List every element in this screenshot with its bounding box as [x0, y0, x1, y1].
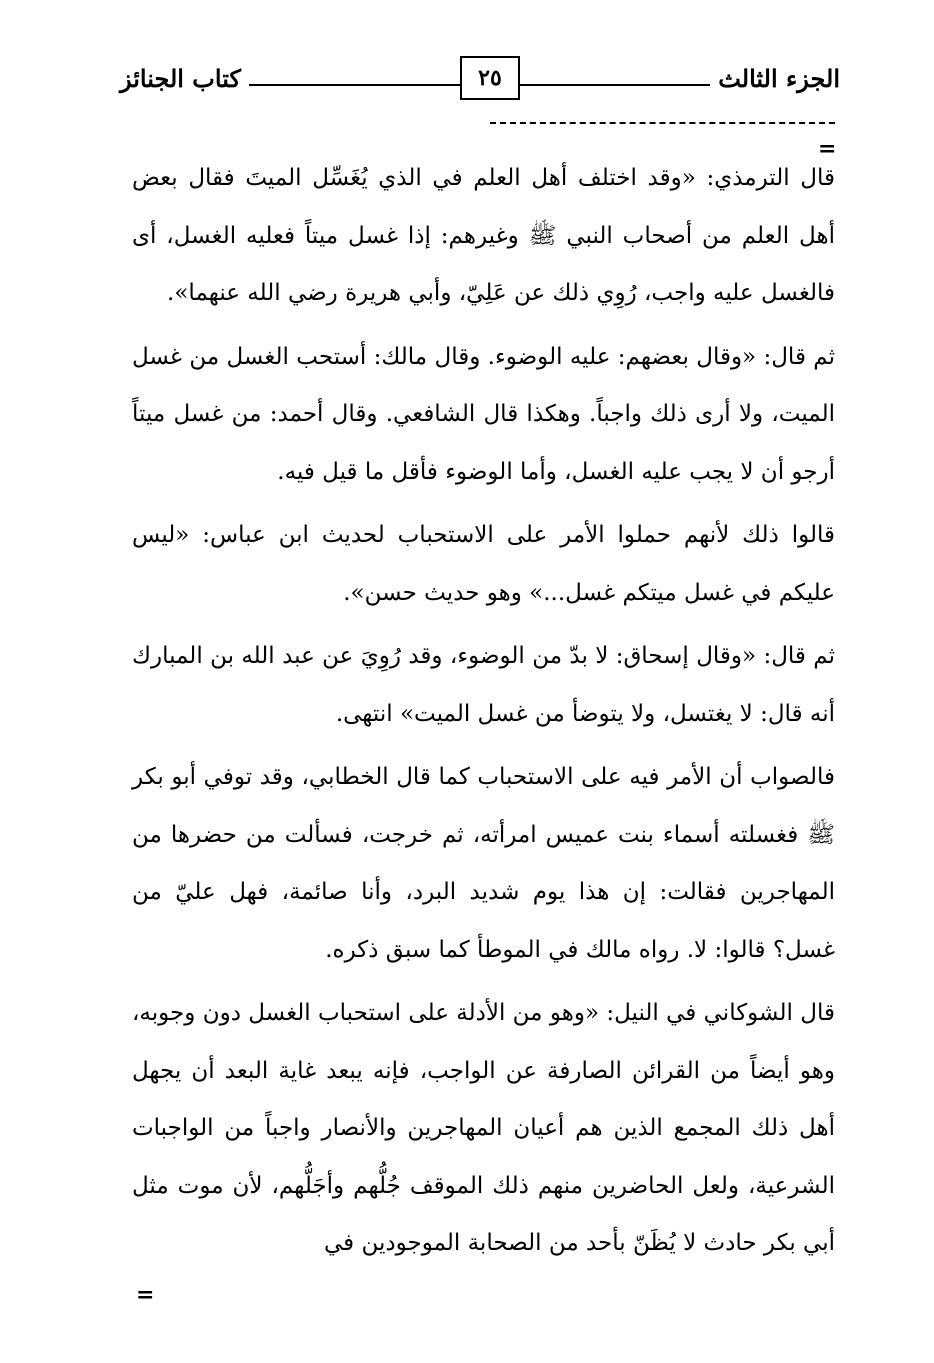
paragraph: قالوا ذلك لأنهم حملوا الأمر على الاستحباب لحديث ابن عباس: «ليس عليكم في غسل ميتكم غسل...» وهو حديث حسن». [132, 522, 835, 606]
body-text [132, 150, 835, 1279]
paragraph: ثم قال: «وقال بعضهم: عليه الوضوء. وقال مالك: أستحب الغسل من غسل الميت، ولا أرى ذلك واجباً. وهكذا قال الشافعي. وقال أحمد: من غسل ميتاً أرجو أن لا يجب عليه الغسل، وأما الوضوء فأقل ما قيل فيه. [132, 343, 835, 485]
dashed-separator [490, 122, 835, 124]
paragraph: فالصواب أن الأمر فيه على الاستحباب كما قال الخطابي، وقد توفي أبو بكر ﷺ فغسلته أسماء بنت عميس امرأته، ثم خرجت، فسألت من حضرها من المهاجرين فقالت: إن هذا يوم شديد البرد، وأنا صائمة، فهل عليّ من غسل؟ قالوا: لا. رواه مالك في الموطأ كما سبق ذكره. [132, 764, 835, 963]
page-number: ٢٥ [460, 56, 520, 100]
page-header [120, 50, 840, 110]
paragraph: ثم قال: «وقال إسحاق: لا بدّ من الوضوء، وقد رُوِيَ عن عبد الله بن المبارك أنه قال: لا يغتسل، ولا يتوضأ من غسل الميت» انتهى. [132, 643, 835, 727]
book-title: كتاب الجنائز [120, 64, 249, 94]
paragraph: قال الترمذي: «وقد اختلف أهل العلم في الذي يُغَسِّل الميتَ فقال بعض أهل العلم من أصحاب النبي ﷺ وغيرهم: إذا غسل ميتاً فعليه الغسل، أى فالغسل عليه واجب، رُوِي ذلك عن عَلِيّ، وأبي هريرة رضي الله عنهما». [132, 165, 835, 306]
continuation-mark-top: = [818, 136, 837, 162]
part-title: الجزء الثالث [710, 64, 840, 94]
continuation-mark-bottom: = [136, 1282, 155, 1308]
paragraph: قال الشوكاني في النيل: «وهو من الأدلة على استحباب الغسل دون وجوبه، وهو أيضاً من القرائن الصارفة عن الواجب، فإنه يبعد غاية البعد أن يجهل أهل ذلك المجمع الذين هم أعيان المهاجرين والأنصار واجباً من الواجبات الشرعية، ولعل الحاضرين منهم ذلك الموقف جُلُّهم وأجَلُّهم، لأن موت مثل أبي بكر حادث لا يُظَنّ بأحد من الصحابة الموجودين في [132, 1000, 835, 1256]
